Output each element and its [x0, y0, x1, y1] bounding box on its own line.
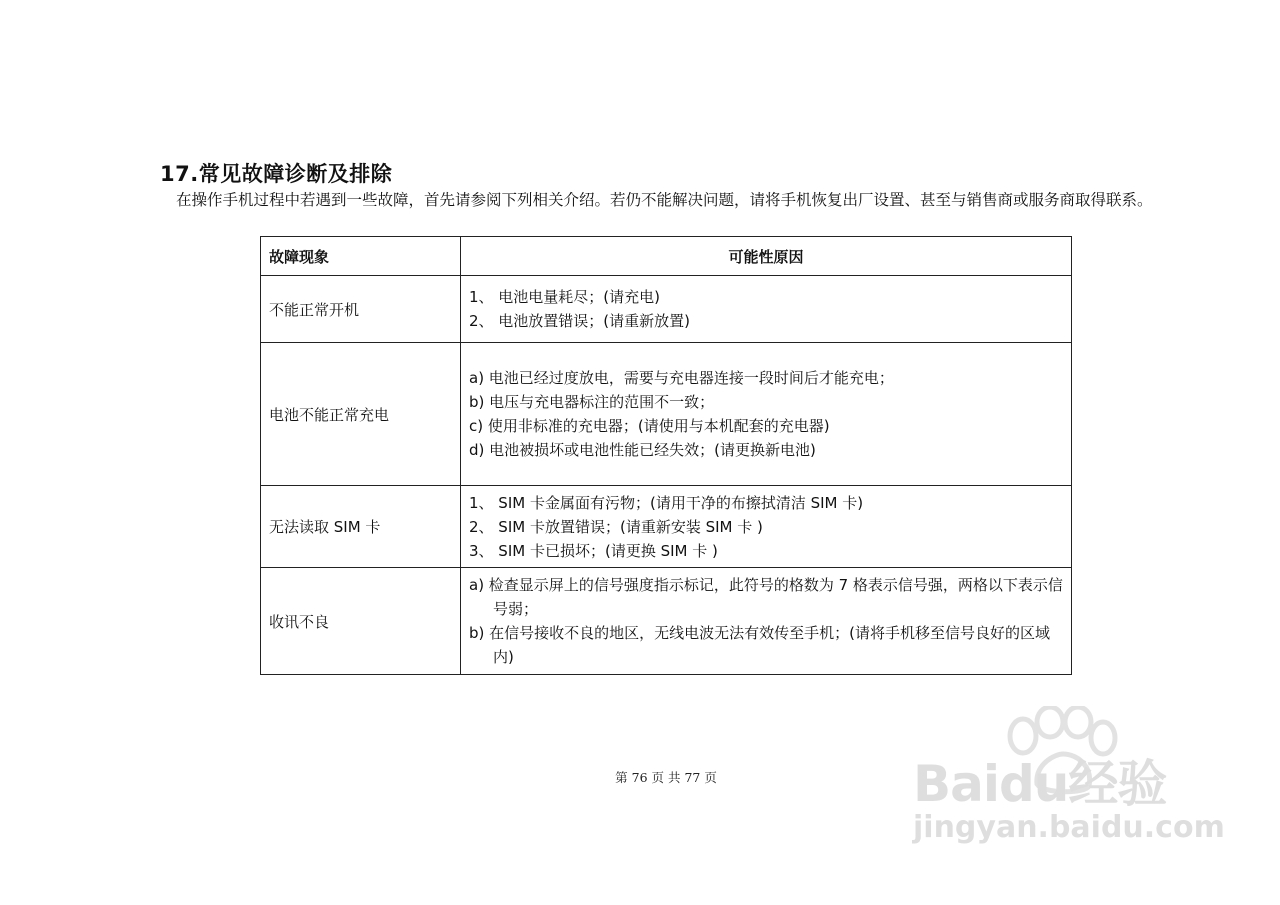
baidu-jingyan-watermark: [905, 700, 1225, 870]
cause-list: [469, 491, 1063, 563]
intro-paragraph: 在操作手机过程中若遇到一些故障，首先请参阅下列相关介绍。若仍不能解决问题，请将手机恢复出厂设置、甚至与销售商或服务商取得联系。: [176, 191, 1153, 209]
symptom-cell: 不能正常开机: [261, 276, 461, 343]
cause-item: b) 在信号接收不良的地区，无线电波无法有效传至手机；(请将手机移至信号良好的区域内): [469, 624, 1050, 666]
table-row: [261, 276, 1072, 343]
cause-item: 1、 SIM 卡金属面有污物；(请用干净的布擦拭清洁 SIM 卡): [469, 493, 864, 512]
cause-item: d) 电池被损坏或电池性能已经失效；(请更换新电池): [469, 441, 816, 459]
cause-item: c) 使用非标准的充电器；(请使用与本机配套的充电器): [469, 417, 830, 435]
table-row: [261, 343, 1072, 486]
header-cause: 可能性原因: [461, 237, 1072, 276]
symptom-cell: 收讯不良: [261, 568, 461, 675]
cause-item: a) 电池已经过度放电，需要与充电器连接一段时间后才能充电；: [469, 369, 894, 387]
cause-cell: [461, 343, 1072, 486]
cause-list: [469, 573, 1063, 669]
cause-cell: [461, 276, 1072, 343]
cause-list: [469, 366, 1063, 462]
fault-diagnosis-table: [260, 236, 1072, 675]
page-number: 第 76 页 共 77 页: [615, 770, 717, 785]
cause-cell: [461, 486, 1072, 568]
cause-cell: [461, 568, 1072, 675]
cause-item: 2、 电池放置错误；(请重新放置): [469, 312, 691, 330]
symptom-cell: 无法读取 SIM 卡: [261, 486, 461, 568]
cause-item: 3、 SIM 卡已损坏；(请更换 SIM 卡 ): [469, 541, 718, 560]
symptom-cell: 电池不能正常充电: [261, 343, 461, 486]
table-row: [261, 568, 1072, 675]
cause-item: a) 检查显示屏上的信号强度指示标记，此符号的格数为 7 格表示信号强，两格以下表示信号弱；: [469, 576, 1063, 618]
watermark-url: jingyan.baidu.com: [913, 810, 1225, 845]
table-row: [261, 486, 1072, 568]
cause-item: 2、 SIM 卡放置错误；(请重新安装 SIM 卡 ): [469, 517, 763, 536]
cause-item: b) 电压与充电器标注的范围不一致；: [469, 393, 715, 411]
cause-list: [469, 285, 1063, 333]
cause-item: 1、 电池电量耗尽；(请充电): [469, 288, 661, 306]
watermark-logo-text: Baidu经验: [913, 755, 1167, 813]
section-title: 17.常见故障诊断及排除: [160, 162, 393, 186]
table-header-row: [261, 237, 1072, 276]
header-symptom: 故障现象: [261, 237, 461, 276]
